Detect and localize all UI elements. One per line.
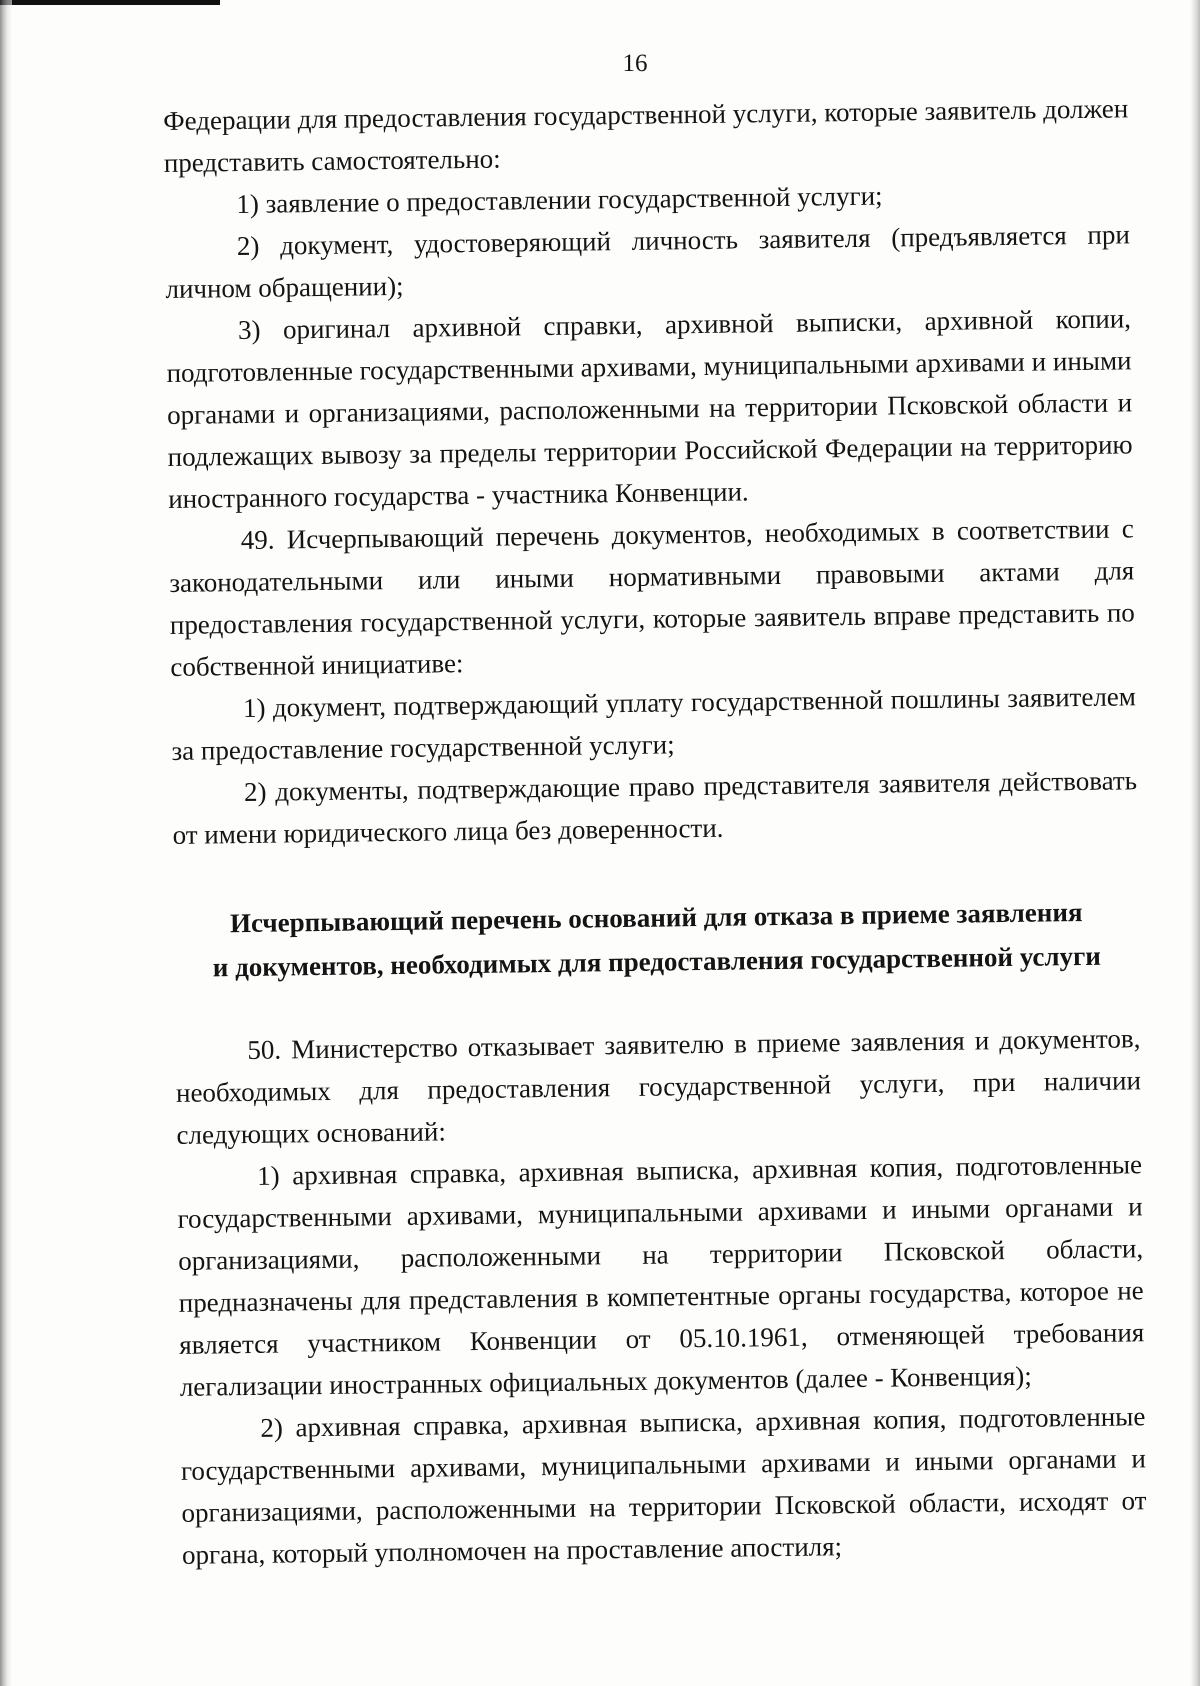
list-item-apostille-authority: 2) архивная справка, архивная выписка, архивная копия, подготовленные государственными архивами, муниципальными архивами и иными органами и организациями, расположенными на территории Псковской области, исходят от органа, который уполномочен на проставление апостиля; [180,1401,1147,1570]
list-item-representative-documents: 2) документы, подтверждающие право представителя заявителя действовать от имени юридического лица без доверенности. [172,765,1138,850]
page-number: 16 [622,50,648,77]
document-body [163,87,1147,1576]
list-item-non-convention-state: 1) архивная справка, архивная выписка, архивная копия, подготовленные государственными архивами, муниципальными архивами и иными органами и организациями, расположенными на территории Псковской области, предназначены для представления в компетентные органы государства, которое не является участником Конвенции от 05.10.1961, отменяющей требования легализации иностранных официальных документов (далее - Конвенция); [177,1149,1145,1402]
section-heading [173,889,1139,990]
list-item-application: 1) заявление о предоставлении государственной услуги; [236,180,883,220]
scan-edge-left [0,0,12,1686]
section-heading-line-1: Исчерпывающий перечень оснований для отказа в приеме заявления [229,897,1083,939]
paragraph-49: 49. Исчерпывающий перечень документов, необходимых в соответствии с законодательными или иными нормативными правовыми актами для предоставления государственной услуги, которые заявитель вправе представить по собственной инициативе: [169,513,1135,682]
paragraph-continuation: Федерации для предоставления государственной услуги, которые заявитель должен представить самостоятельно: [163,93,1129,178]
list-item-identity-document: 2) документ, удостоверяющий личность заявителя (предъявляется при личном обращении); [165,219,1131,304]
scan-edge-right [1190,0,1200,1686]
list-item-duty-payment: 1) документ, подтверждающий уплату государственной пошлины заявителем за предоставление государственной услуги; [171,681,1137,766]
paragraph-50: 50. Министерство отказывает заявителю в приеме заявления и документов, необходимых для предоставления государственной услуги, при наличии следующих оснований: [175,1023,1142,1150]
section-heading-line-2: и документов, необходимых для предоставления государственной услуги [212,940,1102,983]
list-item-archive-original: 3) оригинал архивной справки, архивной выписки, архивной копии, подготовленные государственными архивами, муниципальными архивами и иными органами и организациями, расположенными на территории Псковской области и подлежащих вывозу за пределы территории Российской Федерации на территорию иностранного государства - участника Конвенции. [166,303,1133,514]
scan-artifact-top [0,0,220,5]
